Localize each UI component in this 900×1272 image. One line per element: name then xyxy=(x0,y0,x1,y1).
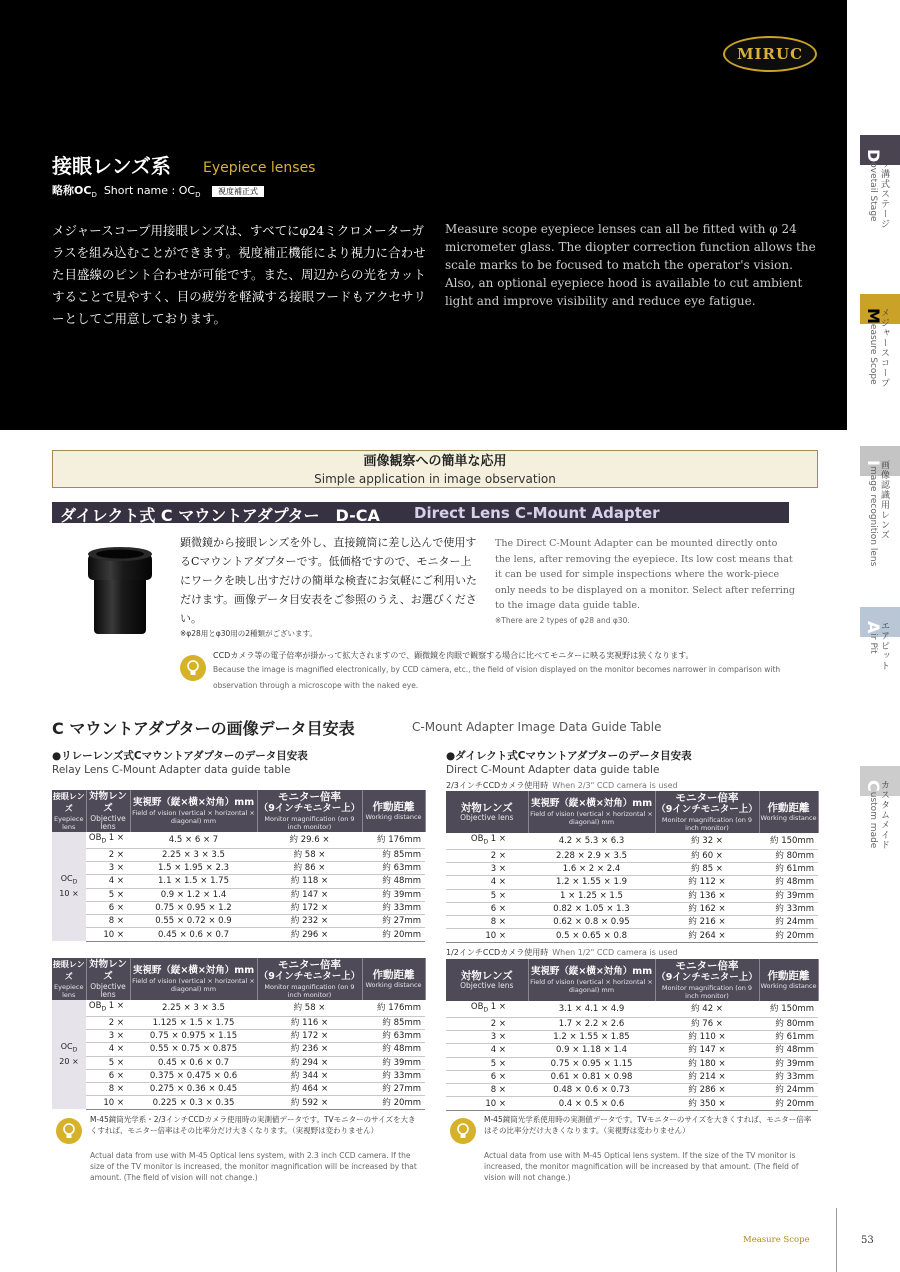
monitor-cell: 約 162 × xyxy=(655,902,759,915)
table-row xyxy=(446,916,818,929)
application-title-en: Simple application in image observation xyxy=(314,472,556,486)
camera-label-1-2: 1/2インチCCDカメラ使用時 When 1/2" CCD camera is used xyxy=(446,948,678,957)
table-row xyxy=(446,902,818,915)
field-cell: 0.55 × 0.75 × 0.875 xyxy=(130,1043,257,1056)
field-cell: 0.275 × 0.36 × 0.45 xyxy=(130,1083,257,1096)
monitor-cell: 約 147 × xyxy=(257,888,362,901)
table-row xyxy=(446,1084,818,1097)
header-objective: 対物レンズ Objective lens xyxy=(86,958,130,1000)
field-cell: 0.48 × 0.6 × 0.73 xyxy=(528,1084,655,1097)
table-row xyxy=(52,1083,425,1096)
field-cell: 0.75 × 0.95 × 1.2 xyxy=(130,901,257,914)
eyepiece-cell: $OC_D$ 10 × xyxy=(52,832,86,941)
table-row xyxy=(52,901,425,914)
monitor-cell: 約 147 × xyxy=(655,1044,759,1057)
objective-cell: 2 × xyxy=(446,849,528,862)
side-tab-en: Measure Scope xyxy=(864,308,883,385)
distance-cell: 約 24mm xyxy=(759,916,818,929)
table-row xyxy=(446,849,818,862)
objective-cell: 8 × xyxy=(446,916,528,929)
header-monitor: モニター倍率 （9インチモニター上） Monitor magnification (on 9 inch monitor) xyxy=(656,960,758,1000)
table-row xyxy=(52,928,425,941)
table-row xyxy=(52,1043,425,1056)
header-field: 実視野（縦×横×対角）mm Field of vision (vertical × horizontal × diagonal) mm xyxy=(528,791,655,833)
header-working-distance: 作動距離 Working distance xyxy=(362,790,425,832)
distance-cell: 約 61mm xyxy=(759,1030,818,1043)
objective-cell: 6 × xyxy=(446,1070,528,1083)
distance-cell: 約 80mm xyxy=(759,1017,818,1030)
monitor-cell: 約 344 × xyxy=(257,1069,362,1082)
distance-cell: 約 24mm xyxy=(759,1084,818,1097)
field-cell: 0.61 × 0.81 × 0.98 xyxy=(528,1070,655,1083)
table-row xyxy=(52,861,425,874)
field-cell: 0.62 × 0.8 × 0.95 xyxy=(528,916,655,929)
side-tab-en: Image recognition lens xyxy=(864,460,883,567)
field-cell: 4.5 × 6 × 7 xyxy=(130,832,257,848)
field-cell: 0.225 × 0.3 × 0.35 xyxy=(130,1096,257,1109)
monitor-cell: 約 214 × xyxy=(655,1070,759,1083)
header-working-distance: 作動距離 Working distance xyxy=(759,959,818,1001)
guide-title-en: C-Mount Adapter Image Data Guide Table xyxy=(412,720,662,734)
table-row xyxy=(52,1029,425,1042)
header-field: 実視野（縦×横×対角）mm Field of vision (vertical × horizontal × diagonal) mm xyxy=(130,790,257,832)
objective-cell: 5 × xyxy=(86,1056,130,1069)
field-cell: 0.75 × 0.95 × 1.15 xyxy=(528,1057,655,1070)
monitor-cell: 約 464 × xyxy=(257,1083,362,1096)
table-row xyxy=(446,1097,818,1110)
monitor-cell: 約 86 × xyxy=(257,861,362,874)
monitor-cell: 約 85 × xyxy=(655,862,759,875)
distance-cell: 約 85mm xyxy=(362,848,425,861)
objective-cell: 4 × xyxy=(86,875,130,888)
objective-cell: 6 × xyxy=(446,902,528,915)
objective-cell: $OB_D$ 1 × xyxy=(86,832,130,848)
ccd-note-en: Because the image is magnified electronically, by CCD camera, etc., the field of vision displayed on the monitor becomes narrower in comparison with observation through a microscope with the naked eye. xyxy=(213,665,781,690)
side-tab-jp: エアピット xyxy=(879,621,889,671)
table-row xyxy=(52,832,425,848)
field-cell: 1.2 × 1.55 × 1.85 xyxy=(528,1030,655,1043)
field-cell: 4.2 × 5.3 × 6.3 xyxy=(528,833,655,849)
monitor-cell: 約 76 × xyxy=(655,1017,759,1030)
field-cell: 0.45 × 0.6 × 0.7 xyxy=(130,1056,257,1069)
objective-cell: 2 × xyxy=(86,848,130,861)
objective-cell: 4 × xyxy=(86,1043,130,1056)
distance-cell: 約 85mm xyxy=(362,1016,425,1029)
field-cell: 1.125 × 1.5 × 1.75 xyxy=(130,1016,257,1029)
lightbulb-icon xyxy=(180,655,206,681)
field-cell: 1.2 × 1.55 × 1.9 xyxy=(528,876,655,889)
monitor-cell: 約 264 × xyxy=(655,929,759,942)
table-row xyxy=(446,889,818,902)
objective-cell: 2 × xyxy=(86,1016,130,1029)
diopter-badge: 視度補正式 xyxy=(212,186,264,197)
lightbulb-icon xyxy=(450,1118,476,1144)
field-cell: 0.82 × 1.05 × 1.3 xyxy=(528,902,655,915)
field-cell: 0.9 × 1.2 × 1.4 xyxy=(130,888,257,901)
camera-label-2-3: 2/3インチCCDカメラ使用時 When 2/3" CCD camera is used xyxy=(446,781,678,790)
monitor-cell: 約 350 × xyxy=(655,1097,759,1110)
field-cell: 0.375 × 0.475 × 0.6 xyxy=(130,1069,257,1082)
distance-cell: 約 176mm xyxy=(362,832,425,848)
table-row xyxy=(52,1096,425,1109)
direct-table-2-3-inch xyxy=(446,791,819,943)
dca-note-en: ※There are 2 types of φ28 and φ30. xyxy=(495,616,630,625)
header-monitor: モニター倍率 （9インチモニター上） Monitor magnification (on 9 inch monitor) xyxy=(258,959,361,999)
monitor-cell: 約 29.6 × xyxy=(257,832,362,848)
page-number: 53 xyxy=(861,1235,874,1246)
field-cell: 2.25 × 3 × 3.5 xyxy=(130,1000,257,1016)
distance-cell: 約 20mm xyxy=(759,1097,818,1110)
direct-table-1-2-inch xyxy=(446,959,819,1111)
field-cell: 1.5 × 1.95 × 2.3 xyxy=(130,861,257,874)
distance-cell: 約 150mm xyxy=(759,1001,818,1017)
footer-divider xyxy=(836,1208,837,1272)
guide-title: C マウントアダプターの画像データ目安表 xyxy=(52,719,355,738)
distance-cell: 約 33mm xyxy=(759,1070,818,1083)
distance-cell: 約 48mm xyxy=(759,876,818,889)
field-cell: 0.4 × 0.5 × 0.6 xyxy=(528,1097,655,1110)
objective-cell: 4 × xyxy=(446,876,528,889)
monitor-cell: 約 216 × xyxy=(655,916,759,929)
table-row xyxy=(52,888,425,901)
footnote-right-en: Actual data from use with M-45 Optical lens system. If the size of the TV monitor is increased, the monitor magnification will be increased by that amount. (The field of vision will not change.) xyxy=(484,1151,799,1182)
monitor-cell: 約 172 × xyxy=(257,1029,362,1042)
header-monitor: モニター倍率 （9インチモニター上） Monitor magnification (on 9 inch monitor) xyxy=(656,792,758,832)
objective-cell: 3 × xyxy=(86,861,130,874)
table-row xyxy=(52,1069,425,1082)
application-title-jp: 画像観察への簡単な応用 xyxy=(363,454,507,469)
header-panel xyxy=(0,0,847,430)
distance-cell: 約 27mm xyxy=(362,915,425,928)
header-eyepiece: 接眼レンズ Eyepiece lens xyxy=(52,792,85,831)
monitor-cell: 約 286 × xyxy=(655,1084,759,1097)
table-row xyxy=(446,1044,818,1057)
header-objective: 対物レンズ Objective lens xyxy=(86,790,130,832)
table-row xyxy=(446,1070,818,1083)
relay-title-en: Relay Lens C-Mount Adapter data guide table xyxy=(52,764,291,776)
objective-cell: 10 × xyxy=(86,1096,130,1109)
monitor-cell: 約 294 × xyxy=(257,1056,362,1069)
dca-note-jp: ※φ28用とφ30用の2種類がございます。 xyxy=(180,629,317,638)
table-row xyxy=(446,833,818,849)
objective-cell: 10 × xyxy=(446,929,528,942)
objective-cell: 3 × xyxy=(446,862,528,875)
distance-cell: 約 150mm xyxy=(759,833,818,849)
side-tab-jp: 画像認識用レンズ xyxy=(879,460,889,540)
distance-cell: 約 39mm xyxy=(759,889,818,902)
field-cell: 1.7 × 2.2 × 2.6 xyxy=(528,1017,655,1030)
objective-cell: 5 × xyxy=(446,1057,528,1070)
monitor-cell: 約 42 × xyxy=(655,1001,759,1017)
distance-cell: 約 33mm xyxy=(362,1069,425,1082)
field-cell: 3.1 × 4.1 × 4.9 xyxy=(528,1001,655,1017)
ccd-note-jp: CCDカメラ等の電子倍率が掛かって拡大されますので、顕微鏡を肉眼で観察する場合に比べてモニターに映る実視野は狭くなります。 xyxy=(213,651,694,660)
field-cell: 1.1 × 1.5 × 1.75 xyxy=(130,875,257,888)
footnote-right-jp: M-45鏡筒光学系使用時の実測値データです。TVモニターのサイズを大きくすれば、モニター倍率はその比率分だけ大きくなります。（実視野は変わりません） xyxy=(484,1115,812,1135)
header-objective: 対物レンズ Objective lens xyxy=(446,959,528,1001)
short-name-en: Short name : OC xyxy=(103,184,196,197)
c-mount-adapter-image xyxy=(70,540,170,640)
objective-cell: 4 × xyxy=(446,1044,528,1057)
monitor-cell: 約 232 × xyxy=(257,915,362,928)
distance-cell: 約 48mm xyxy=(759,1044,818,1057)
distance-cell: 約 176mm xyxy=(362,1000,425,1016)
description-jp: メジャースコープ用接眼レンズは、すべてにφ24ミクロメーターガラスを組み込むことができます。視度補正機能により視力に合わせた目盛線のピント合わせが可能です。また、周辺からの光をカットすることで見やすく、目の疲労を軽減する接眼フードもアクセサリーとしてご用意しております。 xyxy=(52,223,427,326)
distance-cell: 約 33mm xyxy=(759,902,818,915)
table-row xyxy=(52,1016,425,1029)
short-name-en-sub: D xyxy=(195,191,201,200)
field-cell: 2.25 × 3 × 3.5 xyxy=(130,848,257,861)
distance-cell: 約 63mm xyxy=(362,1029,425,1042)
header-monitor: モニター倍率 （9インチモニター上） Monitor magnification (on 9 inch monitor) xyxy=(258,791,361,831)
objective-cell: 8 × xyxy=(446,1084,528,1097)
relay-title-jp: ●リレーレンズ式Cマウントアダプターのデータ目安表 xyxy=(52,750,308,762)
footnote-left-jp: M-45鏡筒光学系・2/3インチCCDカメラ使用時の実測値データです。TVモニターのサイズを大きくすれば、モニター倍率はその比率分だけ大きくなります。（実視野は変わりません） xyxy=(90,1115,416,1135)
objective-cell: 5 × xyxy=(446,889,528,902)
direct-title-en: Direct C-Mount Adapter data guide table xyxy=(446,764,660,776)
field-cell: 1 × 1.25 × 1.5 xyxy=(528,889,655,902)
objective-cell: 10 × xyxy=(446,1097,528,1110)
table-row xyxy=(446,1057,818,1070)
direct-title-jp: ●ダイレクト式Cマウントアダプターのデータ目安表 xyxy=(446,750,692,762)
objective-cell: 6 × xyxy=(86,1069,130,1082)
page-title-en: Eyepiece lenses xyxy=(203,160,316,176)
monitor-cell: 約 32 × xyxy=(655,833,759,849)
monitor-cell: 約 58 × xyxy=(257,848,362,861)
table-row xyxy=(446,862,818,875)
objective-cell: $OB_D$ 1 × xyxy=(446,1001,528,1017)
distance-cell: 約 33mm xyxy=(362,901,425,914)
objective-cell: 10 × xyxy=(86,928,130,941)
distance-cell: 約 80mm xyxy=(759,849,818,862)
objective-cell: 6 × xyxy=(86,901,130,914)
distance-cell: 約 61mm xyxy=(759,862,818,875)
field-cell: 0.55 × 0.72 × 0.9 xyxy=(130,915,257,928)
distance-cell: 約 48mm xyxy=(362,875,425,888)
header-working-distance: 作動距離 Working distance xyxy=(362,958,425,1000)
distance-cell: 約 20mm xyxy=(759,929,818,942)
monitor-cell: 約 60 × xyxy=(655,849,759,862)
monitor-cell: 約 116 × xyxy=(257,1016,362,1029)
objective-cell: 8 × xyxy=(86,915,130,928)
table-row xyxy=(52,875,425,888)
side-tab-en: Air Pit xyxy=(864,621,883,654)
monitor-cell: 約 592 × xyxy=(257,1096,362,1109)
table-row xyxy=(446,929,818,942)
monitor-cell: 約 118 × xyxy=(257,875,362,888)
distance-cell: 約 48mm xyxy=(362,1043,425,1056)
field-cell: 2.28 × 2.9 × 3.5 xyxy=(528,849,655,862)
field-cell: 0.9 × 1.18 × 1.4 xyxy=(528,1044,655,1057)
objective-cell: 5 × xyxy=(86,888,130,901)
table-row xyxy=(446,1030,818,1043)
objective-cell: $OB_D$ 1 × xyxy=(446,833,528,849)
monitor-cell: 約 180 × xyxy=(655,1057,759,1070)
objective-cell: 8 × xyxy=(86,1083,130,1096)
side-tab-jp: アリ溝式ステージ xyxy=(879,149,889,229)
header-eyepiece: 接眼レンズ Eyepiece lens xyxy=(52,960,85,999)
table-row xyxy=(52,1056,425,1069)
distance-cell: 約 20mm xyxy=(362,928,425,941)
header-field: 実視野（縦×横×対角）mm Field of vision (vertical × horizontal × diagonal) mm xyxy=(528,959,655,1001)
dca-description-jp: 顕微鏡から接眼レンズを外し、直接鏡筒に差し込んで使用するCマウントアダプターです。低価格ですので、モニター上にワークを映し出すだけの簡単な検査にお気軽にご利用いただけます。画像データ目安表をご参照のうえ、お選びください。 xyxy=(180,536,477,625)
dca-header-bar xyxy=(52,502,789,523)
objective-cell: 3 × xyxy=(86,1029,130,1042)
short-name-jp-sub: D xyxy=(91,191,97,200)
table-row xyxy=(446,876,818,889)
application-box xyxy=(52,450,818,488)
objective-cell: 3 × xyxy=(446,1030,528,1043)
short-name-jp: 略称OC xyxy=(52,184,92,197)
monitor-cell: 約 296 × xyxy=(257,928,362,941)
field-cell: 1.6 × 2 × 2.4 xyxy=(528,862,655,875)
header-working-distance: 作動距離 Working distance xyxy=(759,791,818,833)
field-cell: 0.45 × 0.6 × 0.7 xyxy=(130,928,257,941)
monitor-cell: 約 136 × xyxy=(655,889,759,902)
objective-cell: 2 × xyxy=(446,1017,528,1030)
table-row xyxy=(446,1017,818,1030)
monitor-cell: 約 110 × xyxy=(655,1030,759,1043)
dca-description-en: The Direct C-Mount Adapter can be mounted directly onto the lens, after removing the eyepiece. Its low cost means that it can be used for simple inspections where the work-piece only needs to be displayed on a monitor. Select after referring to the image data guide table. xyxy=(495,538,796,611)
table-row xyxy=(446,1001,818,1017)
monitor-cell: 約 236 × xyxy=(257,1043,362,1056)
description-en: Measure scope eyepiece lenses can all be fitted with φ 24 micrometer glass. The diopter correction function allows the scale marks to be focused to match the operator's vision. Also, an optional eyepiece hood is available to cut ambient light and improve visibility and reduce eye fatigue. xyxy=(445,222,816,308)
footnote-left-en: Actual data from use with M-45 Optical lens system, with 2.3 inch CCD camera. If the size of the TV monitor is increased, the monitor magnification will be increased by that amount. (The field of vision will not change.) xyxy=(90,1151,417,1182)
header-field: 実視野（縦×横×対角）mm Field of vision (vertical × horizontal × diagonal) mm xyxy=(130,958,257,1000)
eyepiece-cell: $OC_D$ 20 × xyxy=(52,1000,86,1109)
side-tab-jp: カスタムメイド xyxy=(879,780,889,850)
field-cell: 0.75 × 0.975 × 1.15 xyxy=(130,1029,257,1042)
distance-cell: 約 63mm xyxy=(362,861,425,874)
relay-table-oc20 xyxy=(52,958,426,1110)
monitor-cell: 約 112 × xyxy=(655,876,759,889)
side-tab-en: Dovetail Stage xyxy=(864,149,883,222)
miruc-logo: MIRUC xyxy=(723,36,817,72)
distance-cell: 約 39mm xyxy=(362,888,425,901)
relay-table-oc10 xyxy=(52,790,426,942)
table-row xyxy=(52,915,425,928)
monitor-cell: 約 58 × xyxy=(257,1000,362,1016)
dca-title: ダイレクト式 C マウントアダプター D-CA xyxy=(60,506,380,525)
header-objective: 対物レンズ Objective lens xyxy=(446,791,528,833)
side-tab-jp: メジャースコープ xyxy=(879,308,889,388)
distance-cell: 約 39mm xyxy=(759,1057,818,1070)
footer-section-name: Measure Scope xyxy=(743,1235,810,1245)
distance-cell: 約 27mm xyxy=(362,1083,425,1096)
table-row xyxy=(52,848,425,861)
table-row xyxy=(52,1000,425,1016)
distance-cell: 約 20mm xyxy=(362,1096,425,1109)
lightbulb-icon xyxy=(56,1118,82,1144)
short-name xyxy=(52,182,264,199)
distance-cell: 約 39mm xyxy=(362,1056,425,1069)
objective-cell: $OB_D$ 1 × xyxy=(86,1000,130,1016)
field-cell: 0.5 × 0.65 × 0.8 xyxy=(528,929,655,942)
page-title: 接眼レンズ系 xyxy=(52,154,171,178)
side-tab-en: Custom made xyxy=(864,780,883,849)
monitor-cell: 約 172 × xyxy=(257,901,362,914)
dca-title-en: Direct Lens C-Mount Adapter xyxy=(414,504,660,522)
